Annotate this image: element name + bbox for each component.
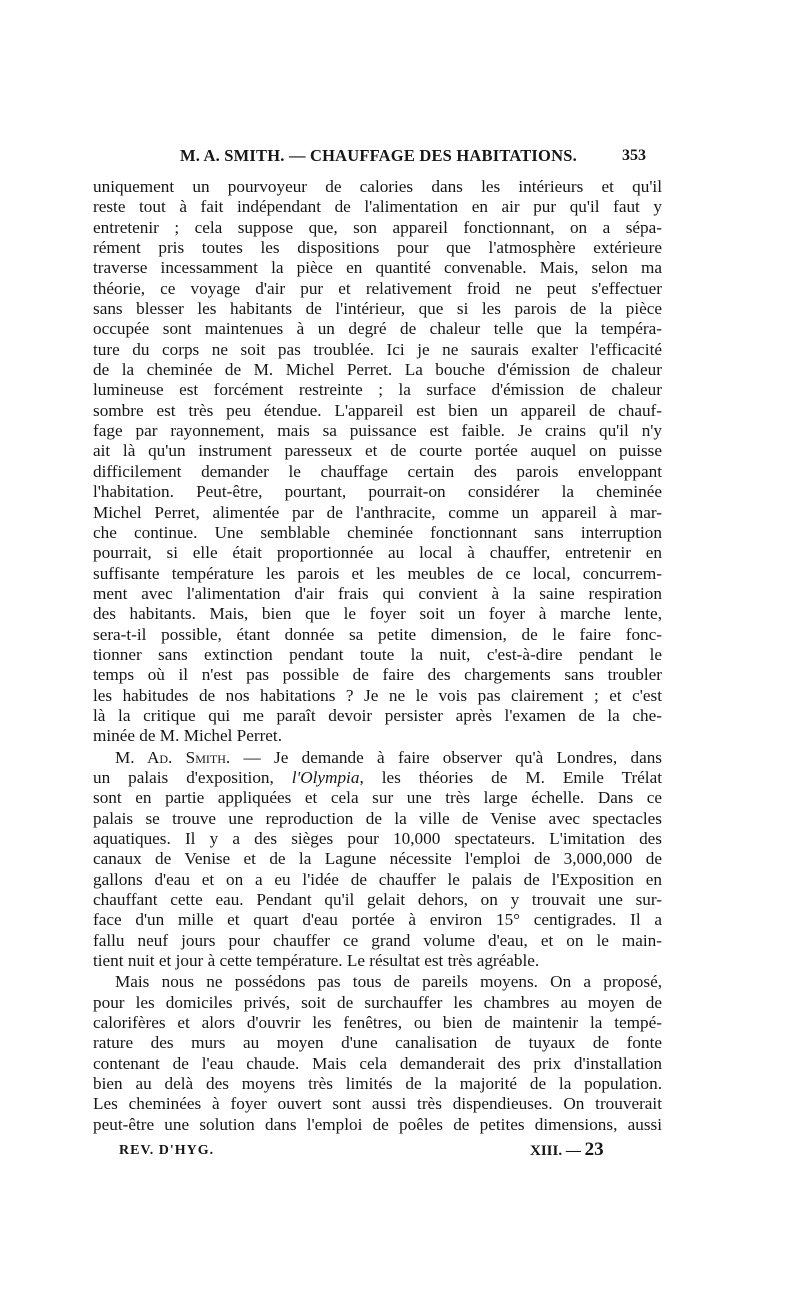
paragraph-2 (93, 748, 662, 972)
text-line: lumineuse est forcément restreinte ; la surface d'émission de chaleur (93, 380, 662, 400)
text-line: face d'un mille et quart d'eau portée à environ 15° centigrades. Il a (93, 910, 662, 930)
body-text (93, 177, 662, 1135)
text-line: sombre est très peu étendue. L'appareil est bien un appareil de chauf- (93, 400, 662, 420)
text-line: chauffant cette eau. Pendant qu'il gelait dehors, on y trouvait une sur- (93, 890, 662, 910)
text-line (93, 748, 662, 768)
text-line: Les cheminées à foyer ouvert sont aussi très dispendieuses. On trouverait (93, 1094, 662, 1114)
text-line: gallons d'eau et on a eu l'idée de chauffer le palais de l'Exposition en (93, 869, 662, 889)
text-line: contenant de l'eau chaude. Mais cela demanderait des prix d'installation (93, 1053, 662, 1073)
text-line: palais se trouve une reproduction de la ville de Venise avec spectacles (93, 808, 662, 828)
paragraph-1 (93, 177, 662, 747)
text-line: temps où il n'est pas possible de faire des chargements sans troubler (93, 665, 662, 685)
text-line: che continue. Une semblable cheminée fonctionnant sans interruption (93, 522, 662, 542)
text-line: Michel Perret, alimentée par de l'anthracite, comme un appareil à mar- (93, 502, 662, 522)
text-line: minée de M. Michel Perret. (93, 726, 283, 746)
text-line: pourrait, si elle était proportionnée au local à chauffer, entretenir en (93, 543, 662, 563)
signature-mark (530, 1139, 604, 1161)
text-line: sans blesser les habitants de l'intérieur, que si les parois de la pièce (93, 299, 662, 319)
text-line: calorifères et alors d'ouvrir les fenêtres, ou bien de maintenir la tempé- (93, 1013, 662, 1033)
signature-number: 23 (584, 1139, 604, 1160)
text-line-content: , les théories de M. Emile Trélat (359, 767, 662, 787)
text-line: entretenir ; cela suppose que, son appareil fonctionnant, on a sépa- (93, 217, 662, 237)
venue-name: l'Olympia (291, 767, 360, 787)
running-head (0, 146, 800, 170)
journal-abbreviation: REV. D'HYG. (119, 1143, 215, 1158)
text-line: tient nuit et jour à cette température. Le résultat est très agréable. (93, 951, 540, 971)
text-line: de la cheminée de M. Michel Perret. La bouche d'émission de chaleur (93, 360, 662, 380)
text-line: Mais nous ne possédons pas tous de pareils moyens. On a proposé, (115, 972, 662, 992)
text-line: ait là qu'un instrument paresseux et de courte portée auquel on puisse (93, 441, 662, 461)
signature-dash: — (565, 1143, 581, 1159)
text-line: fage par rayonnement, mais sa puissance est faible. Je crains qu'il n'y (93, 421, 662, 441)
text-line: rature des murs au moyen d'une canalisation de tuyaux de fonte (93, 1033, 662, 1053)
text-line-content: — Je demande à faire observer qu'à Londres, dans (230, 747, 662, 767)
text-line: rément pris toutes les dispositions pour que l'atmosphère extérieure (93, 238, 662, 258)
text-line: les habitudes de nos habitations ? Je ne le vois pas clairement ; et c'est (93, 685, 662, 705)
text-line: uniquement un pourvoyeur de calories dans les intérieurs et qu'il (93, 177, 662, 196)
running-title: M. A. SMITH. — CHAUFFAGE DES HABITATIONS. (180, 146, 577, 165)
text-line-content: un palais d'exposition, (93, 767, 292, 787)
text-line: occupée sont maintenues à un degré de chaleur telle que la tempéra- (93, 319, 662, 339)
text-line: sont en partie appliquées et cela sur une très large échelle. Dans ce (93, 788, 662, 808)
text-line: bien au delà des moyens très limités de la majorité de la population. (93, 1074, 662, 1094)
text-line: théorie, ce voyage d'air pur et relativement froid ne peut s'effectuer (93, 278, 662, 298)
page-footer (0, 1139, 800, 1165)
text-line: ture du corps ne soit pas troublée. Ici je ne saurais exalter l'efficacité (93, 339, 662, 359)
text-line: reste tout à fait indépendant de l'alimentation en air pur qu'il faut y (93, 197, 662, 217)
text-line: sera-t-il possible, étant donnée sa petite dimension, de le faire fonc- (93, 624, 662, 644)
text-line (93, 768, 662, 788)
speaker-name: M. Ad. Smith. (115, 747, 231, 767)
text-line: tionner sans extinction pendant toute la nuit, c'est-à-dire pendant le (93, 644, 662, 664)
paragraph-3 (93, 972, 662, 1135)
page-number: 353 (622, 147, 646, 164)
text-line: ment avec l'alimentation d'air frais qui convient à la saine respiration (93, 583, 662, 603)
text-line: aquatiques. Il y a des sièges pour 10,000 spectateurs. L'imitation des (93, 829, 662, 848)
text-line: pour les domiciles privés, soit de surchauffer les chambres au moyen de (93, 992, 662, 1012)
text-line: traverse incessamment la pièce en quantité convenable. Mais, selon ma (93, 258, 662, 278)
text-line: suffisante température les parois et les meubles de ce local, concurrem- (93, 563, 662, 583)
text-line: des habitants. Mais, bien que le foyer soit un foyer à marche lente, (93, 604, 662, 624)
text-line: canaux de Venise et de la Lagune nécessite l'emploi de 3,000,000 de (93, 849, 662, 869)
text-line: difficilement demander le chauffage certain des parois enveloppant (93, 461, 662, 481)
text-line: là la critique qui me paraît devoir persister après l'examen de la che- (93, 705, 662, 725)
text-line: peut-être une solution dans l'emploi de poêles de petites dimensions, aussi (93, 1114, 662, 1134)
text-line: fallu neuf jours pour chauffer ce grand volume d'eau, et on le main- (93, 930, 662, 950)
volume-number: XIII. (530, 1143, 563, 1159)
text-line: l'habitation. Peut-être, pourtant, pourrait-on considérer la cheminée (93, 482, 662, 502)
